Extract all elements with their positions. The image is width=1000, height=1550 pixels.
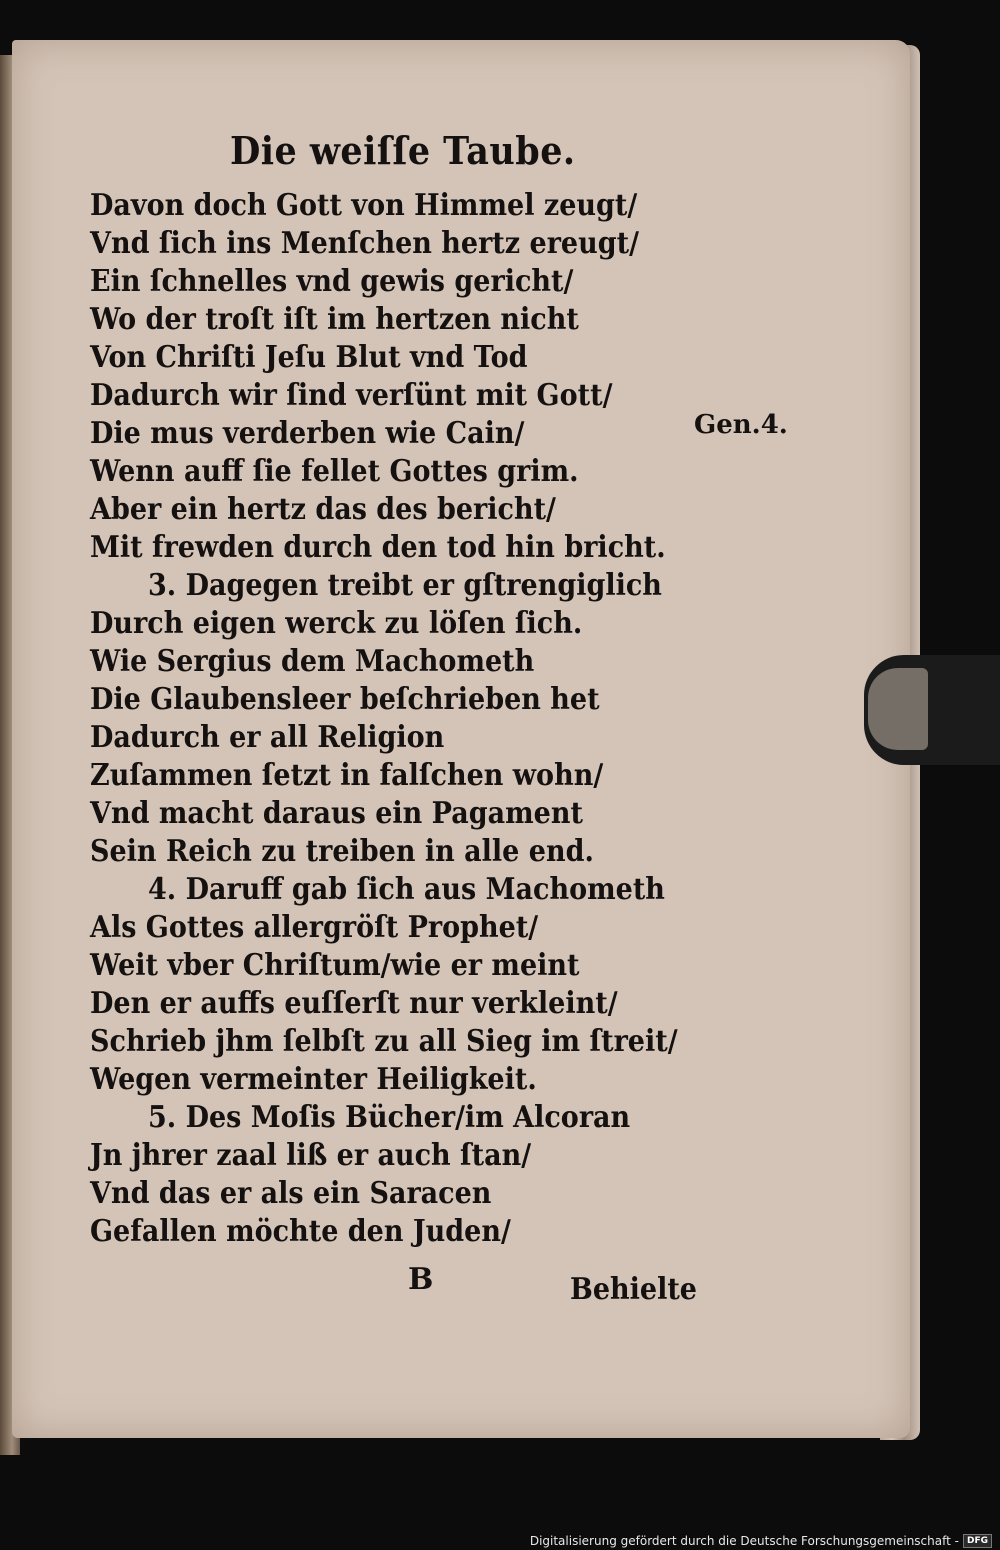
digitization-credit (530, 1534, 992, 1548)
text-line: Durch eigen werck zu löſen ſich. (90, 606, 583, 641)
text-line: Davon doch Gott von Himmel zeugt/ (90, 188, 638, 223)
dfg-logo-icon: DFG (963, 1534, 992, 1548)
text-line: Die Glaubensleer beſchrieben het (90, 682, 600, 717)
text-line: Ein ſchnelles vnd gewis gericht/ (90, 264, 574, 299)
page-title: Die weiſſe Taube. (230, 128, 576, 173)
text-line: Aber ein hertz das des bericht/ (90, 492, 556, 527)
text-line: Zuſammen ſetzt in falſchen wohn/ (90, 758, 604, 793)
stanza-start-line: 5. Des Moſis Bücher/im Alcoran (148, 1100, 631, 1135)
text-line: Dadurch er all Religion (90, 720, 445, 755)
credit-text: Digitalisierung gefördert durch die Deutsche Forschungsgemeinschaft - (529, 1534, 959, 1548)
text-line: Schrieb jhm ſelbſt zu all Sieg im ſtreit/ (90, 1024, 678, 1059)
text-line: Sein Reich zu treiben in alle end. (90, 834, 594, 869)
text-line: Die mus verderben wie Cain/ (90, 416, 525, 451)
text-line: Vnd macht daraus ein Pagament (90, 796, 583, 831)
text-line: Weit vber Chriſtum/wie er meint (90, 948, 580, 983)
text-line: Vnd ſich ins Menſchen hertz ereugt/ (90, 226, 639, 261)
text-line: Gefallen möchte den Juden/ (90, 1214, 511, 1249)
stanza-start-line: 3. Dagegen treibt er gſtrengiglich (148, 568, 662, 603)
stanza-start-line: 4. Daruff gab ſich aus Machometh (148, 872, 665, 907)
text-line: Von Chriſti Jeſu Blut vnd Tod (90, 340, 528, 375)
text-line: Mit frewden durch den tod hin bricht. (90, 530, 666, 565)
text-line: Wie Sergius dem Machometh (90, 644, 535, 679)
text-line: Wenn auff ſie fellet Gottes grim. (90, 454, 579, 489)
text-line: Als Gottes allergröſt Prophet/ (90, 910, 539, 945)
text-line: Vnd das er als ein Saracen (90, 1176, 492, 1211)
text-line: Den er auffs euſſerſt nur verkleint/ (90, 986, 618, 1021)
text-line: Wo der troſt iſt im hertzen nicht (90, 302, 579, 337)
text-line: Wegen vermeinter Heiligkeit. (90, 1062, 537, 1097)
text-line: Jn jhrer zaal liß er auch ſtan/ (90, 1138, 532, 1173)
text-line: Dadurch wir ſind verſünt mit Gott/ (90, 378, 613, 413)
margin-note: Gen.4. (694, 410, 788, 440)
catchword: Behielte (570, 1272, 697, 1307)
signature-mark: B (408, 1262, 434, 1297)
